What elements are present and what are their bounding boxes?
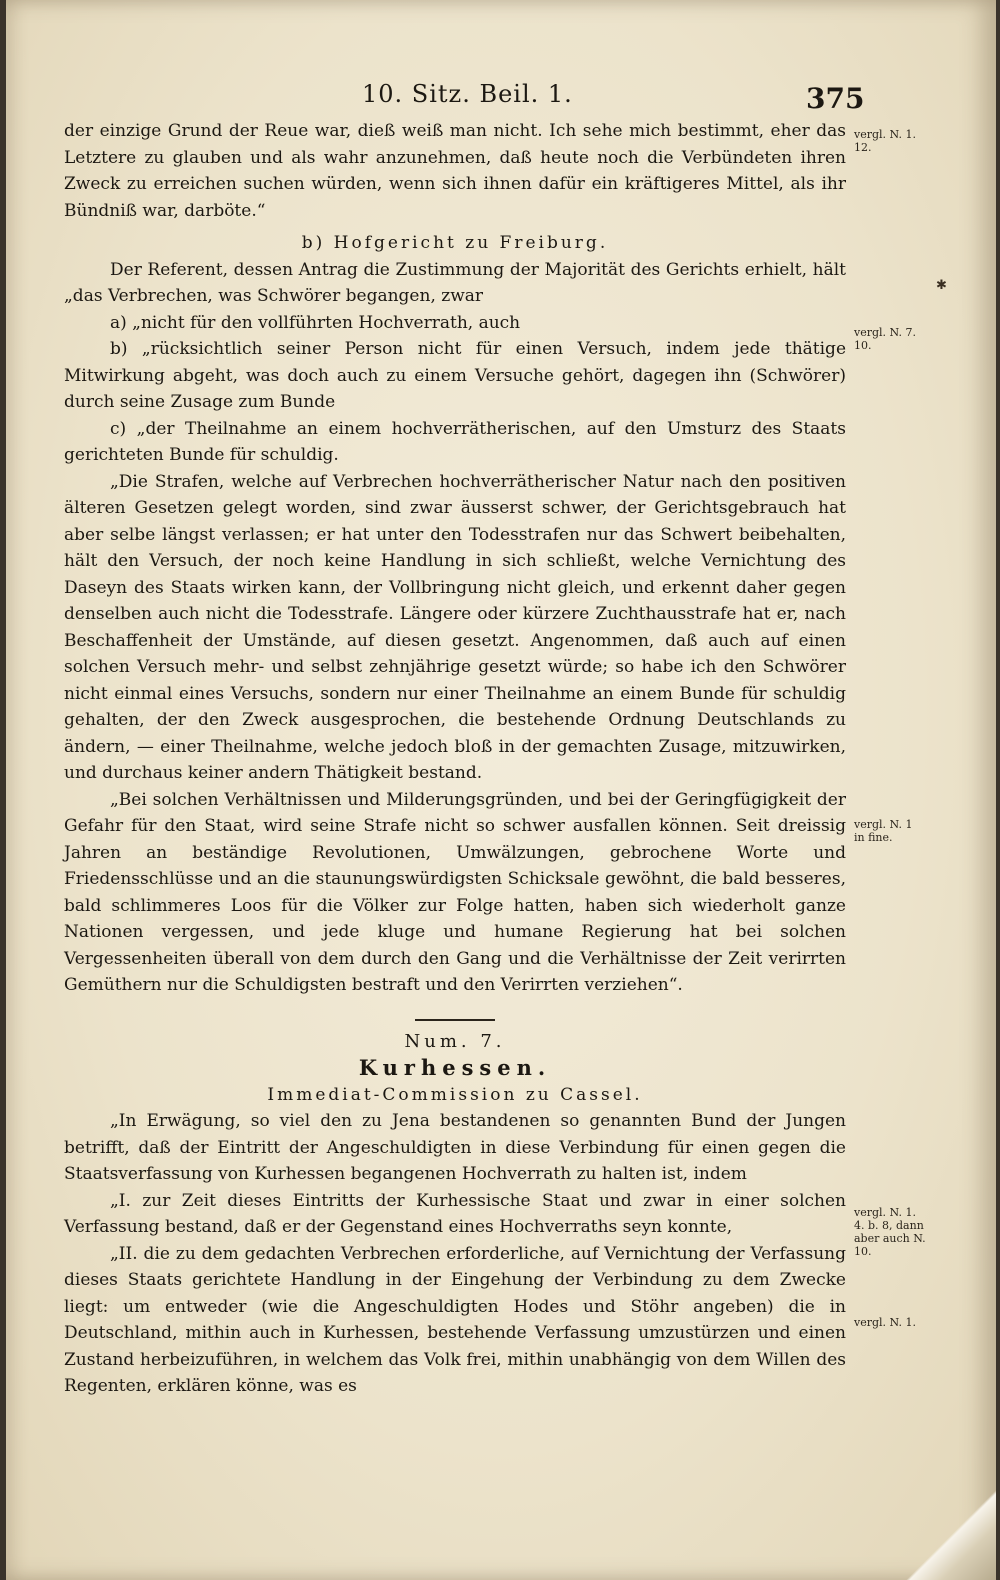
paragraph: Der Referent, dessen Antrag die Zustimmung der Majorität des Gerichts erhielt, hält „das Verbrechen, was Schwörer begangen, zwar <box>64 259 846 306</box>
paragraph: b) „rücksichtlich seiner Person nicht für einen Versuch, indem jede thätige Mitwirkung abgeht, was doch auch zu einem Versuche gehört, dagegen ihn (Schwörer) durch seine Zusage zum Bunde <box>64 339 846 412</box>
section-title: Kurhessen. <box>358 1055 552 1080</box>
paragraph: c) „der Theilnahme an einem hochverrätherischen, auf den Umsturz des Staats gerichteten Bunde für schuldig. <box>64 418 846 465</box>
document-page <box>6 0 996 1580</box>
margin-note: vergl. N. 1. <box>854 1316 916 1329</box>
running-head: 10. Sitz. Beil. 1. <box>362 80 573 108</box>
ink-mark: ✱ <box>936 278 947 293</box>
paragraph: der einzige Grund der Reue war, dieß weiß man nicht. Ich sehe mich bestimmt, eher das Letztere zu glauben und als wahr anzunehmen, daß heute noch die Verbündeten ihren Zweck zu erreichen suchen würden, wenn sich ihnen dafür ein kräftigeres Mittel, als ihr Bündniß war, darböte.“ <box>64 121 846 221</box>
margin-note: vergl. N. 1 in fine. <box>854 818 913 844</box>
paragraph: „Bei solchen Verhältnissen und Milderungsgründen, und bei der Geringfügigkeit der Gefahr für den Staat, wird seine Strafe nicht so schwer ausfallen können. Seit dreissig Jahren an beständige Revolutionen, Umwälzungen, gebrochene Worte und Friedensschlüsse und an die staunungswürdigsten Schicksale gewöhnt, die bald besseres, bald schlimmeres Loos für die Völker zur Folge hatten, haben sich wiederholt ganze Nationen vergessen, und jede kluge und humane Regierung hat bei solchen Vergessenheiten überall von dem durch den Gang und die Verhältnisse der Zeit verirrten Gemüthern nur die Schuldigsten bestraft und den Verirrten verziehen“. <box>64 789 846 995</box>
margin-notes <box>854 0 949 1580</box>
paragraph: „I. zur Zeit dieses Eintritts der Kurhessische Staat und zwar in einer solchen Verfassung bestand, daß er der Gegenstand eines Hochverraths seyn konnte, <box>64 1190 846 1237</box>
section-subtitle: Immediat-Commission zu Cassel. <box>267 1084 643 1105</box>
margin-note: vergl. N. 7. 10. <box>854 326 916 352</box>
paragraph: „In Erwägung, so viel den zu Jena bestandenen so genannten Bund der Jungen betrifft, daß der Eintritt der Angeschuldigten in diese Verbindung für einen gegen die Staatsverfassung von Kurhessen begangenen Hochverrath zu halten ist, indem <box>64 1111 846 1184</box>
page-corner-curl <box>906 1490 996 1580</box>
page-number: 375 <box>806 82 865 115</box>
paragraph: a) „nicht für den vollführten Hochverrath, auch <box>110 312 521 333</box>
page-header <box>6 80 996 120</box>
section-heading: b) Hofgericht zu Freiburg. <box>301 233 609 253</box>
section-divider <box>415 1019 495 1021</box>
margin-note: vergl. N. 1. 12. <box>854 128 916 154</box>
paragraph: „Die Strafen, welche auf Verbrechen hochverrätherischer Natur nach den positiven älteren Gesetzen gelegt worden, sind zwar äusserst schwer, der Gerichtsgebrauch hat aber selbe längst verlassen; er hat unter den Todesstrafen nur das Schwert beibehalten, hält den Versuch, der noch keine Handlung in sich schließt, welche Vernichtung des Daseyn des Staats wirken kann, der Vollbringung nicht gleich, und erkennt daher gegen denselben auch nicht die Todesstrafe. Längere oder kürzere Zuchthausstrafe hat er, nach Beschaffenheit der Umstände, auf diesen gesetzt. Angenommen, daß auch auf einen solchen Versuch mehr- und selbst zehnjährige gesetzt würde; so habe ich den Schwörer nicht einmal eines Versuchs, sondern nur einer Theilnahme an einem Bunde für schuldig gehalten, der den Zweck ausgesprochen, die bestehende Ordnung Deutschlands zu ändern, — einer Theilnahme, welche jedoch bloß in der gemachten Zusage, mitzuwirken, und durchaus keiner andern Thätigkeit bestand. <box>64 471 846 783</box>
body-text <box>64 118 846 1400</box>
margin-note: vergl. N. 1. 4. b. 8, dann aber auch N. 10. <box>854 1206 926 1258</box>
section-number: Num. 7. <box>404 1030 506 1052</box>
paragraph: „II. die zu dem gedachten Verbrechen erforderliche, auf Vernichtung der Verfassung dieses Staats gerichtete Handlung in der Eingehung der Verbindung zu dem Zwecke liegt: um entweder (wie die Angeschuldigten Hodes und Stöhr angeben) die in Deutschland, mithin auch in Kurhessen, bestehende Verfassung umzustürzen und einen Zustand herbeizuführen, in welchem das Volk frei, mithin unabhängig von dem Willen des Regenten, erklären könne, was es <box>64 1243 846 1396</box>
